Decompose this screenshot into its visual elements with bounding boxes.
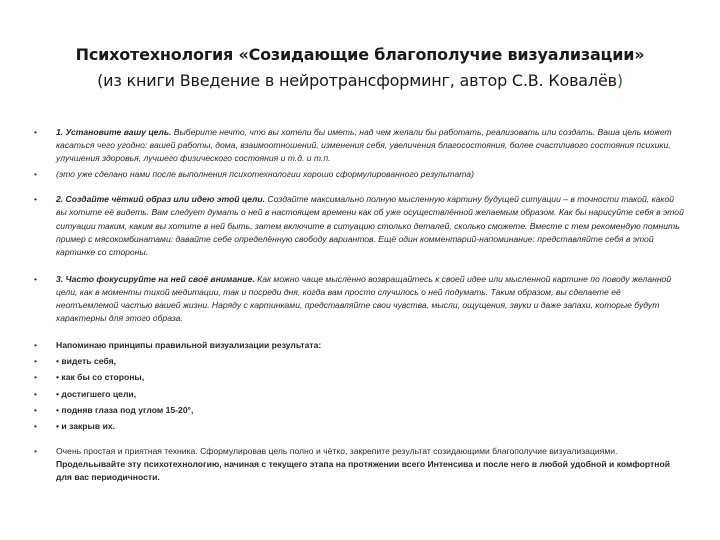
bullet-conclusion-bold: Продельывайте эту психотехнологию, начиная с текущего этапа на протяжении всего Интенсива и после него в любой удобной и комфортной для вас периодичности. xyxy=(56,458,670,482)
bullet-step-3-lead: 3. Часто фокусируйте на ней своё внимание. xyxy=(56,273,255,284)
title-subtitle-text: (из книги Введение в нейротрансформинг, автор С.В. Ковалёв xyxy=(97,71,617,90)
bullet-step-2 xyxy=(34,193,684,258)
bullet-principles-heading: • Напоминаю принципы правильной визуализации результата: xyxy=(34,339,684,352)
title-main: Психотехнология «Созидающие благополучие визуализации» xyxy=(75,45,645,64)
bullet-step-2-text: Создайте максимально полную мысленную картину будущей ситуации – в точности такой, какой вы хотите её видеть. Вам следует думать о ней в настоящем времени как об уже осуществлённой желаемым образом. Как бы нарисуйте себя в этой ситуации таким, каким вы хотите в ней быть, затем включите в ситуацию столько деталей, сколько сможете. Вместе с тем рекомендую помнить пример с мясокомбинатами: давайте себе определённую свободу вариантов. Ещё один комментарий-напоминание: представляйте себя в этой картинке со стороны. xyxy=(56,194,684,257)
bullet-conclusion xyxy=(34,445,684,484)
slide-title xyxy=(40,42,680,94)
bullet-principle-5: • • и закрыв их. xyxy=(34,420,684,433)
bullet-principle-3: • • достигшего цели, xyxy=(34,388,684,401)
bullet-principle-4: • • подняв глаза под углом 15-20°, xyxy=(34,404,684,417)
bullet-step-3 xyxy=(34,273,684,325)
bullet-principle-1: • • видеть себя, xyxy=(34,355,684,368)
bullet-principle-2: • • как бы со стороны, xyxy=(34,371,684,384)
title-subtitle-close: ) xyxy=(616,71,623,90)
bullet-step-1-lead: 1. Установите вашу цель. xyxy=(56,127,172,137)
title-subtitle xyxy=(40,68,680,94)
bullet-note: • (это уже сделано нами после выполнения психотехнологии хорошо сформулированного результата) xyxy=(34,168,684,181)
bullet-step-1-text: Выберите нечто, что вы хотели бы иметь, над чем желали бы работать, реализовать или создать. Ваша цель может касаться чего угодно: вашей работы, дома, взаимоотношений, изменения себя, увеличения благосостояния, более счастливого состояния психики, улучшения здоровья, лучшего физического состояния и т.д. и т.п. xyxy=(56,127,672,164)
bullet-list xyxy=(34,126,684,484)
bullet-step-3-text: Как можно чаще мысленно возвращайтесь к своей идее или мысленной картине по поводу желанной цели, как в моменты тихой медитации, так и посреди дня, когда вам просто случилось о ней подумать. Таким образом, вы сделаете её неотъемлемой частью вашей жизни. Наряду с картинками, представляйте свои чувства, мысли, ощущения, звуки и даже запахи, которые будут характерны для этого образа. xyxy=(56,273,672,324)
bullet-step-1 xyxy=(34,126,684,165)
bullet-step-2-lead: 2. Создайте чёткий образ или идею этой цели. xyxy=(56,194,266,205)
bullet-conclusion-text: Очень простая и приятная техника. Сформулировав цель полно и чётко, закрепите результат созидающими благополучие визуализациями. xyxy=(56,445,618,456)
